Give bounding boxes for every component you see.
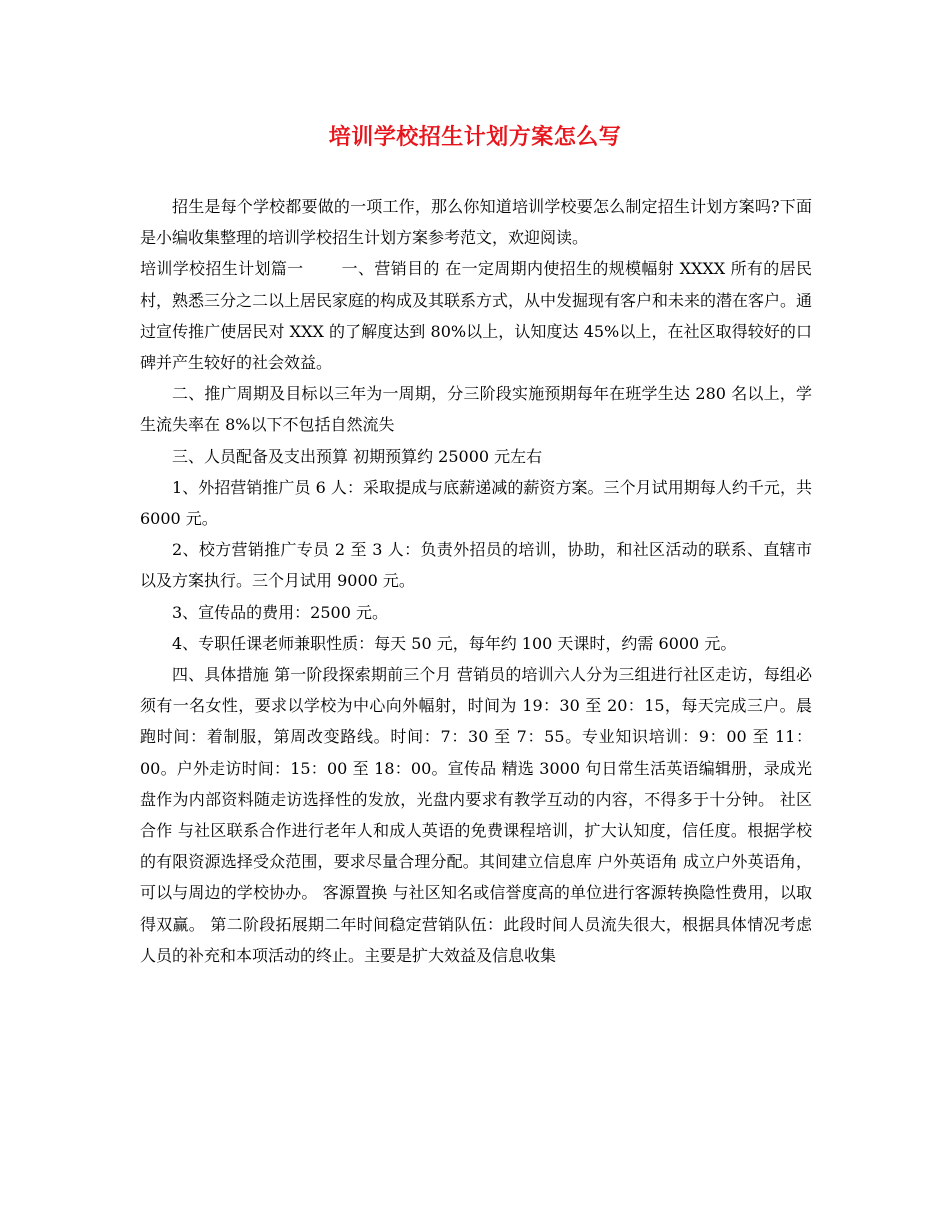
document-title: 培训学校招生计划方案怎么写	[328, 124, 622, 150]
paragraph-section-1-marketing-goal: 培训学校招生计划篇一 一、营销目的 在一定周期内使招生的规模幅射 XXXX 所有的居民村，熟悉三分之二以上居民家庭的构成及其联系方式，从中发掘现有客户和未来的潜在客户。通过宣传推广使居民对 XXX 的了解度达到 80%以上，认知度达 45%以上，在社区取得较好的口碑并产生较好的社会效益。	[140, 259, 813, 373]
paragraph-item-2-school-staff: 2、校方营销推广专员 2 至 3 人：负责外招员的培训，协助，和社区活动的联系、直辖市以及方案执行。三个月试用 9000 元。	[140, 540, 812, 591]
paragraph-section-3-budget: 三、人员配备及支出预算 初期预算约 25000 元左右	[172, 446, 543, 466]
paragraph-intro: 招生是每个学校都要做的一项工作，那么你知道培训学校要怎么制定招生计划方案吗?下面是小编收集整理的培训学校招生计划方案参考范文，欢迎阅读。	[140, 197, 812, 248]
paragraph-item-4-teachers: 4、专职任课老师兼职性质：每天 50 元，每年约 100 天课时，约需 6000 元。	[172, 633, 737, 653]
document-body	[140, 191, 812, 971]
paragraph-item-1-external-staff: 1、外招营销推广员 6 人：采取提成与底薪递减的薪资方案。三个月试用期每人约千元，共 6000 元。	[140, 477, 812, 529]
paragraph-section-4-measures: 四、具体措施 第一阶段探索期前三个月 营销员的培训六人分为三组进行社区走访，每组必须有一名女性，要求以学校为中心向外幅射，时间为 19：30 至 20：15，每天完成三户。晨跑时间：着制服，第周改变路线。时间：7：30 至 7：55。专业知识培训：9：00 至 11：00。户外走访时间：15：00 至 18：00。宣传品 精选 3000 句日常生活英语编辑册，录成光盘作为内部资料随走访选择性的发放，光盘内要求有教学互动的内容，不得多于十分钟。 社区合作 与社区联系合作进行老年人和成人英语的免费课程培训，扩大认知度，信任度。根据学校的有限资源选择受众范围，要求尽量合理分配。其间建立信息库 户外英语角 成立户外英语角，可以与周边的学校协办。 客源置换 与社区知名或信誉度高的单位进行客源转换隐性费用，以取得双赢。 第二阶段拓展期二年时间稳定营销队伍：此段时间人员流失很大，根据具体情况考虑人员的补充和本项活动的终止。主要是扩大效益及信息收集	[140, 665, 812, 965]
paragraph-section-2-promotion-cycle: 二、推广周期及目标以三年为一周期，分三阶段实施预期每年在班学生达 280 名以上，学生流失率在 8%以下不包括自然流失	[140, 384, 812, 435]
paragraph-item-3-promo-materials: 3、宣传品的费用：2500 元。	[172, 602, 388, 622]
